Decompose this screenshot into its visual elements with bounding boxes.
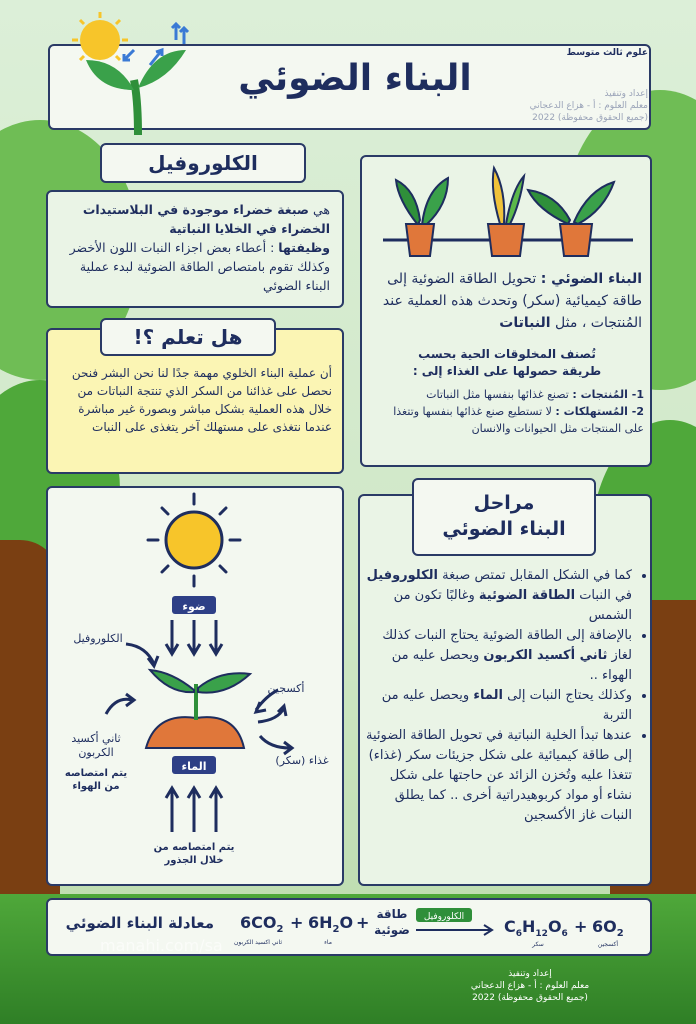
svg-text:+: + bbox=[574, 917, 588, 936]
stage-item: • بالإضافة إلى الطاقة الضوئية يحتاج النبات كذلك لغاز ثاني أكسيد الكربون ويحصل عليه من الهواء .. bbox=[362, 626, 632, 686]
h2o-formula: $6H_2O$ bbox=[308, 913, 354, 935]
water-label: الماء bbox=[181, 760, 207, 773]
o2-name: أكسجين bbox=[597, 941, 619, 948]
co2-note-2: من الهواء bbox=[72, 781, 120, 792]
classification-heading: تُصنف المخلوقات الحية بحسب طريقة حصولها على الغذاء إلى : bbox=[412, 347, 602, 378]
chlorophyll-panel: هي صبغة خضراء موجودة في البلاستيدات الخضراء في الخلايا النباتية وظيفتها : أعطاء بعض اجزاء النبات اللون الأخضر وكذلك تقوم بامتصاص الطاقة الضوئية لبدء عملية البناء الضوئي bbox=[46, 190, 344, 308]
chemical-equation bbox=[234, 898, 646, 956]
subject-label: علوم ثالث متوسط bbox=[566, 48, 648, 58]
did-you-know-heading: هل تعلم ؟! bbox=[100, 318, 276, 356]
stages-list bbox=[362, 566, 650, 826]
sun-icon bbox=[148, 494, 240, 586]
sugar-formula: $C_6H_{12}O_6$ bbox=[504, 917, 568, 939]
stage-item: • وكذلك يحتاج النبات إلى الماء ويحصل عليه من التربة bbox=[362, 686, 632, 726]
stage-item: • كما في الشكل المقابل تمتص صبغة الكلوروفيل في النبات الطاقة الضوئية وغالبًا تكون من الشمس bbox=[362, 566, 632, 626]
did-you-know-text: أن عملية البناء الخلوي مهمة جدًا لنا نحن البشر فنحن نحصل على غذائنا من السكر الذي تنتجة النباتات من خلال هذه العملية بشكل مباشر وبصورة غير مباشرة عندما نتغذى على مستهلك آخر يتغذى على النبات bbox=[71, 366, 332, 434]
potted-plants-icon bbox=[378, 160, 638, 260]
stages-heading: مراحل البناء الضوئي bbox=[412, 478, 596, 556]
o2-formula: $6O_2$ bbox=[592, 917, 624, 939]
photosynthesis-definition: البناء الضوئي : تحويل الطاقة الضوئية إلى طاقة كيميائية (سكر) وتحدث هذه العملية عند المُنتجات ، مثل النباتات bbox=[382, 271, 642, 331]
co2-name: ثاني اكسيد الكربون bbox=[234, 939, 283, 946]
watermark: manahi.com/sa bbox=[100, 936, 223, 955]
arrow-label: الكلوروفيل bbox=[423, 912, 465, 922]
co2-label-1: ثاني أكسيد bbox=[71, 732, 121, 745]
chlorophyll-heading: الكلوروفيل bbox=[100, 143, 306, 183]
food-label: غذاء (سكر) bbox=[275, 754, 329, 767]
equation-label: معادلة البناء الضوئي bbox=[65, 914, 214, 932]
classification-list: 1- المُنتجات : تصنع غذائها بنفسها مثل النباتات 2- المُستهلكات : لا تستطيع صنع غذائها بنفسها وتتغذا على المنتجات مثل الحيوانات والانسان bbox=[393, 388, 644, 435]
chlorophyll-label: الكلوروفيل bbox=[73, 632, 123, 645]
sugar-name: سكر bbox=[532, 941, 544, 948]
svg-text:ضوئية: ضوئية bbox=[374, 923, 410, 937]
plant-icon bbox=[146, 670, 250, 748]
light-label: ضوء bbox=[182, 600, 206, 613]
photosynthesis-diagram bbox=[46, 486, 344, 886]
svg-text:+: + bbox=[356, 913, 370, 932]
water-note-1: يتم امتصاصه من bbox=[153, 842, 235, 853]
bottom-credit: إعداد وتنفيذ معلم العلوم : أ - هزاع الدعجاني (جميع الحقوق محفوظة) 2022 bbox=[470, 969, 590, 1003]
co2-formula: $6CO_2$ bbox=[240, 913, 284, 935]
sprout-logo-icon bbox=[68, 10, 198, 140]
credit-block: إعداد وتنفيذ معلم العلوم : أ - هزاع الدعجاني (جميع الحقوق محفوظة) 2022 bbox=[529, 89, 648, 123]
page-title: البناء الضوئي bbox=[238, 58, 472, 99]
co2-label-2: الكربون bbox=[78, 746, 114, 759]
h2o-name: ماء bbox=[324, 939, 332, 946]
svg-text:طاقة: طاقة bbox=[376, 907, 408, 921]
oxygen-label: أكسجين bbox=[267, 682, 305, 695]
water-note-2: خلال الجذور bbox=[164, 855, 224, 866]
stage-item: • عندها تبدأ الخلية النباتية في تحويل الطاقة الضوئية إلى طاقة كيميائية على شكل جزيئات سكر (غذاء) تتغذا عليه وتُخزن الزائد عن حاجتها على شكل نشاء أو مواد كربوهيدراتية أخرى .. كما يطلق النبات غاز الأكسجين bbox=[362, 726, 632, 826]
svg-text:+: + bbox=[290, 913, 304, 932]
co2-note-1: يتم امتصاصه bbox=[64, 768, 128, 779]
